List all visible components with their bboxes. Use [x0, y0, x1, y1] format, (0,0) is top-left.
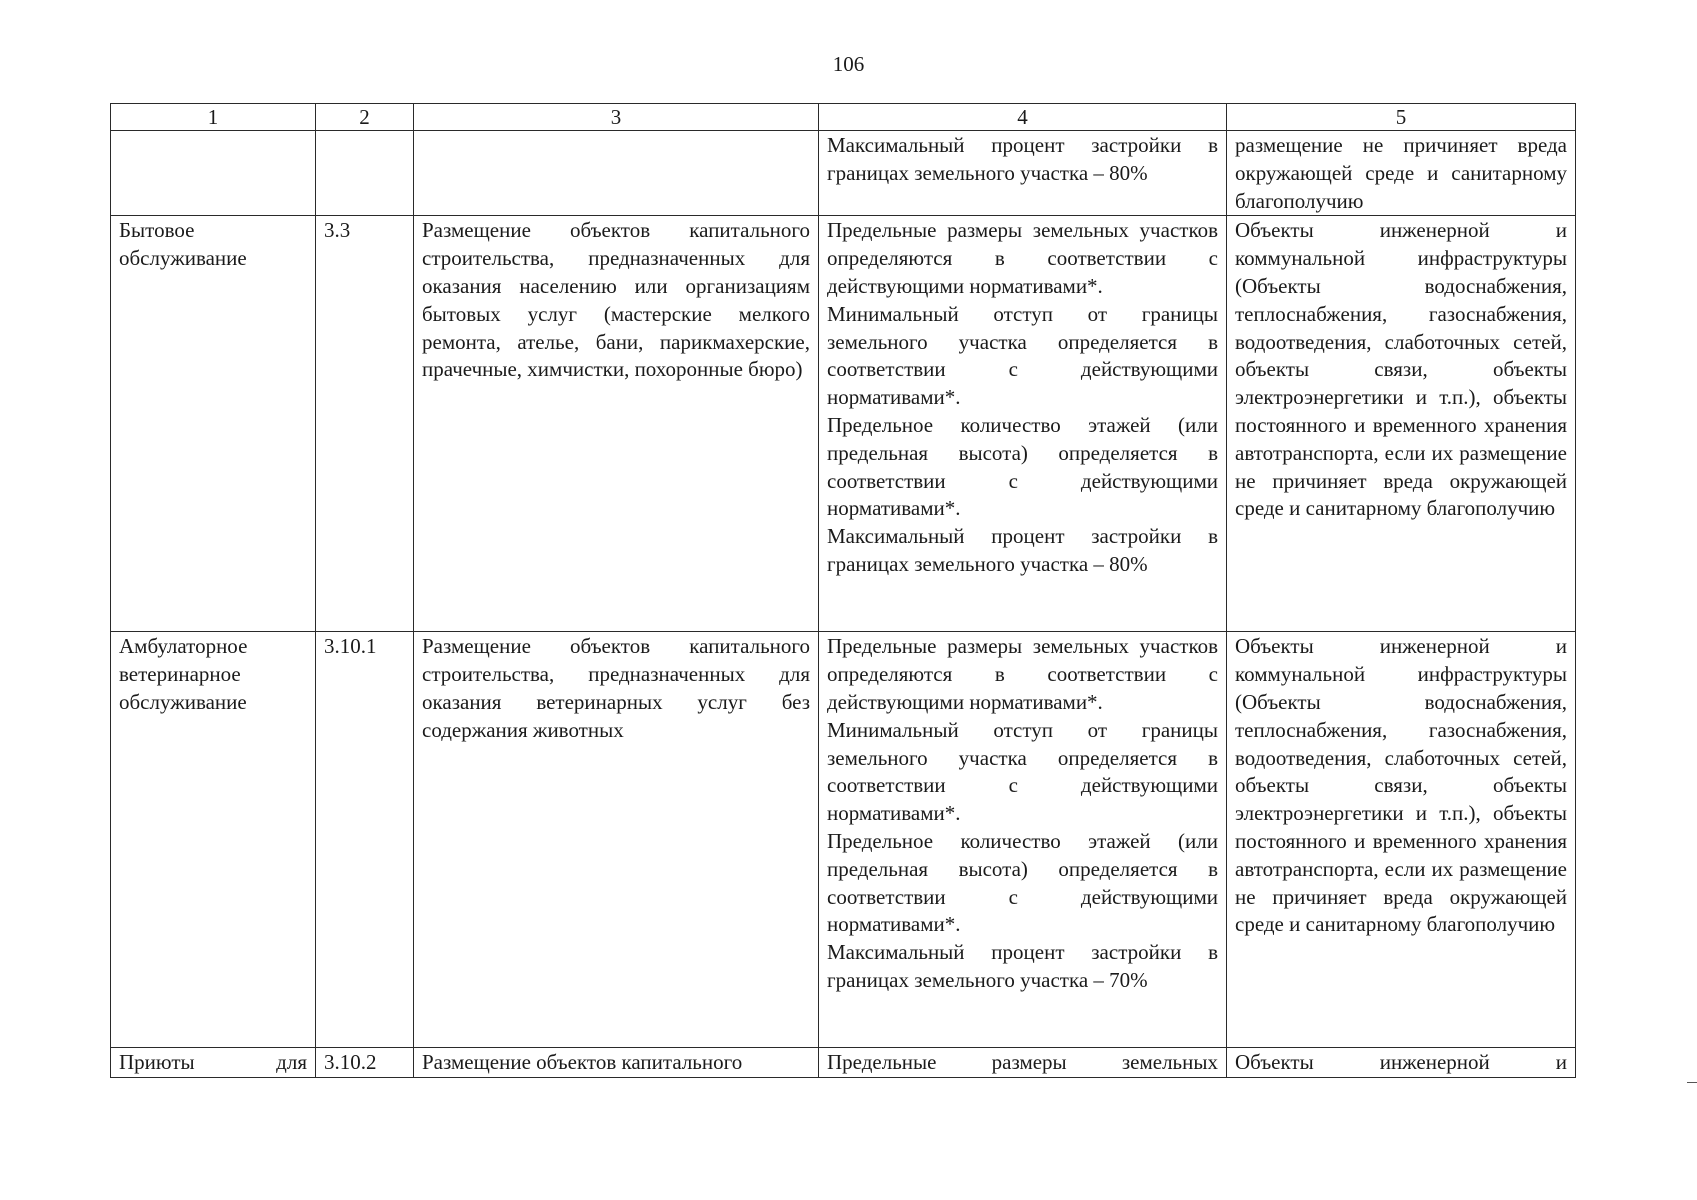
- page-number: 106: [832, 52, 865, 76]
- table-row-continuation: [111, 131, 1576, 216]
- aux-word-1: Объекты: [1235, 1050, 1314, 1075]
- param-floors: Предельное количество этажей (или предельная высота) определяется в соответствии с действующими нормативами*.: [827, 828, 1218, 937]
- param-setback: Минимальный отступ от границы земельного участка определяется в соответствии с действующими нормативами*.: [827, 717, 1218, 826]
- land-use-table: [110, 103, 1576, 1078]
- column-header-1: 1: [111, 104, 316, 131]
- column-header-2: 2: [316, 104, 414, 131]
- cell-use-aux: Объекты инженерной и коммунальной инфраструктуры (Объекты водоснабжения, теплоснабжения, газоснабжения, водоотведения, слаботочных сетей, объекты связи, объекты электроэнергетики и т.п.), объекты постоянного и временного хранения автотранспорта, если их размещение не причиняет вреда окружающей среде и санитарному благополучию: [1227, 216, 1576, 632]
- params-word-3: земельных: [1121, 1050, 1218, 1075]
- param-floors: Предельное количество этажей (или предельная высота) определяется в соответствии с действующими нормативами*.: [827, 412, 1218, 521]
- table-row: [111, 216, 1576, 632]
- use-code-text: 3.10.2: [324, 1050, 377, 1075]
- column-header-3: 3: [414, 104, 819, 131]
- cell-use-description: Размещение объектов капитального строительства, предназначенных для оказания ветеринарных услуг без содержания животных: [414, 632, 819, 1048]
- cell-use-code: 3.3: [316, 216, 414, 632]
- cell-use-aux: Объекты инженерной и коммунальной инфраструктуры (Объекты водоснабжения, теплоснабжения, газоснабжения, водоотведения, слаботочных сетей, объекты связи, объекты электроэнергетики и т.п.), объекты постоянного и временного хранения автотранспорта, если их размещение не причиняет вреда окружающей среде и санитарному благополучию: [1227, 632, 1576, 1048]
- cell-use-code: [316, 1048, 414, 1078]
- use-name-word-1: Приюты: [119, 1050, 195, 1075]
- table-header-row: [111, 104, 1576, 131]
- column-header-5: 5: [1227, 104, 1576, 131]
- param-size: Предельные размеры земельных участков определяются в соответствии с действующими нормативами*.: [827, 218, 1218, 298]
- param-coverage: Максимальный процент застройки в границах земельного участка – 80%: [827, 524, 1218, 576]
- cell-use-name: Амбулаторное ветеринарное обслуживание: [111, 632, 316, 1048]
- cell-empty: [111, 131, 316, 216]
- aux-word-2: инженерной: [1379, 1050, 1490, 1075]
- cell-params-continuation: Максимальный процент застройки в границах земельного участка – 80%: [819, 131, 1227, 216]
- use-name-text: [119, 1049, 307, 1076]
- param-coverage: Максимальный процент застройки в границах земельного участка – 70%: [827, 940, 1218, 992]
- param-size: Предельные размеры земельных участков определяются в соответствии с действующими нормативами*.: [827, 634, 1218, 714]
- cell-empty: [414, 131, 819, 216]
- params-word-2: размеры: [991, 1050, 1067, 1075]
- cell-use-params: [819, 216, 1227, 632]
- cell-use-description: [414, 1048, 819, 1078]
- aux-word-3: и: [1555, 1050, 1567, 1075]
- column-header-4: 4: [819, 104, 1227, 131]
- cell-use-description: Размещение объектов капитального строительства, предназначенных для оказания населению или организациям бытовых услуг (мастерские мелкого ремонта, ателье, бани, парикмахерские, прачечные, химчистки, похоронные бюро): [414, 216, 819, 632]
- param-setback: Минимальный отступ от границы земельного участка определяется в соответствии с действующими нормативами*.: [827, 301, 1218, 410]
- cell-use-name: Бытовое обслуживание: [111, 216, 316, 632]
- use-description-text: Размещение объектов капитального: [422, 1050, 743, 1075]
- cell-use-code: 3.10.1: [316, 632, 414, 1048]
- table-row: [111, 632, 1576, 1048]
- margin-tick-mark: [1687, 1082, 1697, 1083]
- cell-use-name: [111, 1048, 316, 1078]
- params-word-1: Предельные: [827, 1050, 937, 1075]
- use-name-word-2: для: [276, 1050, 307, 1075]
- cell-use-params: [819, 1048, 1227, 1078]
- aux-text: [1235, 1049, 1567, 1076]
- cell-empty: [316, 131, 414, 216]
- cell-use-aux: [1227, 1048, 1576, 1078]
- params-text: [827, 1049, 1218, 1076]
- cell-aux-continuation: размещение не причиняет вреда окружающей среде и санитарному благополучию: [1227, 131, 1576, 216]
- cell-use-params: [819, 632, 1227, 1048]
- table-row-partial: [111, 1048, 1576, 1078]
